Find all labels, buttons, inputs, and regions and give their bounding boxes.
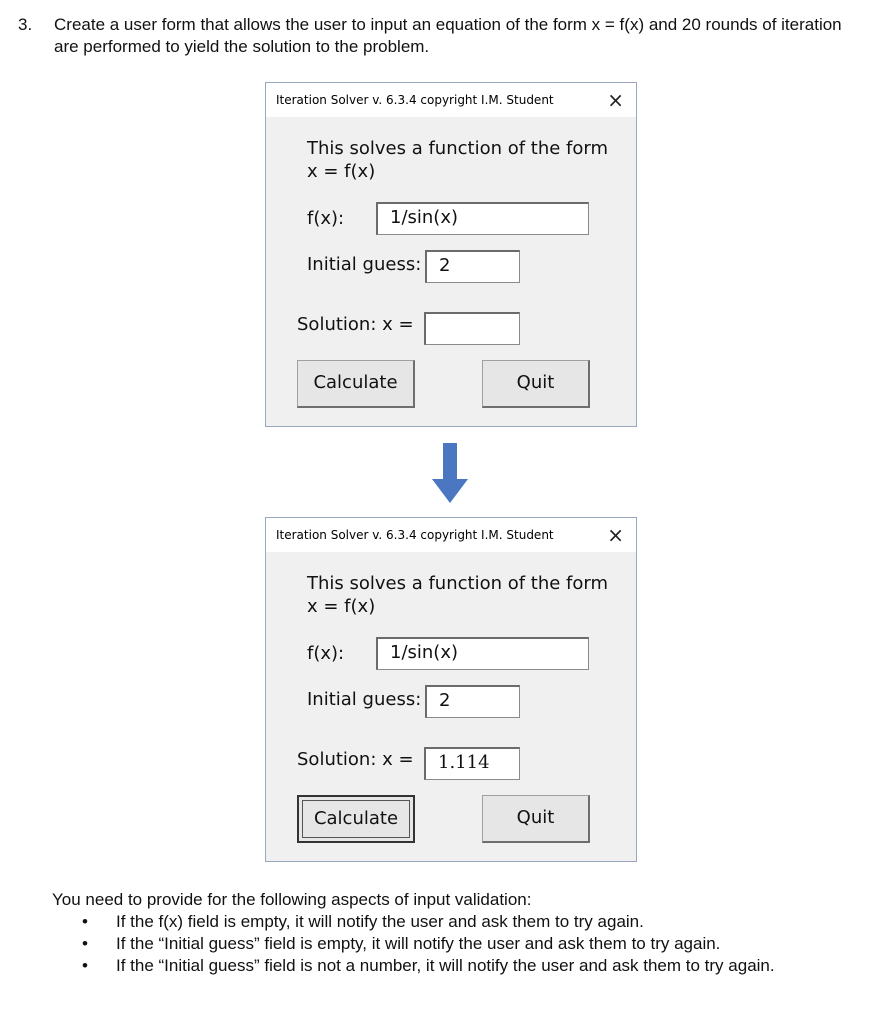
- bullet-icon: •: [82, 934, 88, 953]
- fx-label: f(x):: [307, 643, 345, 664]
- initial-guess-input[interactable]: 2: [425, 685, 520, 718]
- validation-intro: You need to provide for the following aspects of input validation:: [52, 890, 532, 909]
- solution-output[interactable]: [424, 312, 520, 345]
- solver-dialog-after: [265, 517, 637, 862]
- list-item: [52, 933, 872, 955]
- list-item: [52, 911, 872, 933]
- dialog-description: This solves a function of the form x = f(x): [307, 573, 609, 617]
- solution-output[interactable]: 1.114: [424, 747, 520, 780]
- bullet-icon: •: [82, 912, 88, 931]
- initial-guess-input[interactable]: 2: [425, 250, 520, 283]
- fx-input[interactable]: 1/sin(x): [376, 202, 589, 235]
- solution-label: Solution: x =: [297, 314, 414, 335]
- validation-item-text: If the “Initial guess” field is empty, it will notify the user and ask them to try again.: [116, 934, 721, 953]
- validation-item-text: If the f(x) field is empty, it will notify the user and ask them to try again.: [116, 912, 644, 931]
- dialog-titlebar: [266, 83, 636, 117]
- validation-list: [52, 911, 872, 977]
- arrow-head: [432, 479, 468, 503]
- dialog-title: Iteration Solver v. 6.3.4 copyright I.M. Student: [276, 528, 554, 542]
- fx-input[interactable]: 1/sin(x): [376, 637, 589, 670]
- fx-label: f(x):: [307, 208, 345, 229]
- initial-guess-label: Initial guess:: [307, 254, 422, 275]
- quit-button[interactable]: Quit: [482, 360, 590, 408]
- calculate-button[interactable]: Calculate: [297, 360, 415, 408]
- calculate-button[interactable]: Calculate: [297, 795, 415, 843]
- initial-guess-label: Initial guess:: [307, 689, 422, 710]
- bullet-icon: •: [82, 956, 88, 975]
- quit-button[interactable]: Quit: [482, 795, 590, 843]
- close-icon[interactable]: ×: [607, 523, 624, 547]
- list-item: [52, 955, 872, 977]
- arrow-shaft: [443, 443, 457, 481]
- validation-item-text: If the “Initial guess” field is not a number, it will notify the user and ask them to try again.: [116, 956, 775, 975]
- question-number: 3.: [18, 15, 33, 34]
- question-text: Create a user form that allows the user to input an equation of the form x = f(x) and 20 rounds of iteration are performed to yield the solution to the problem.: [54, 15, 842, 56]
- dialog-description: This solves a function of the form x = f(x): [307, 138, 609, 182]
- close-icon[interactable]: ×: [607, 88, 624, 112]
- dialog-titlebar: [266, 518, 636, 552]
- down-arrow-icon: [430, 443, 470, 505]
- dialog-title: Iteration Solver v. 6.3.4 copyright I.M. Student: [276, 93, 554, 107]
- solver-dialog-before: [265, 82, 637, 427]
- validation-section: [52, 889, 872, 977]
- solution-label: Solution: x =: [297, 749, 414, 770]
